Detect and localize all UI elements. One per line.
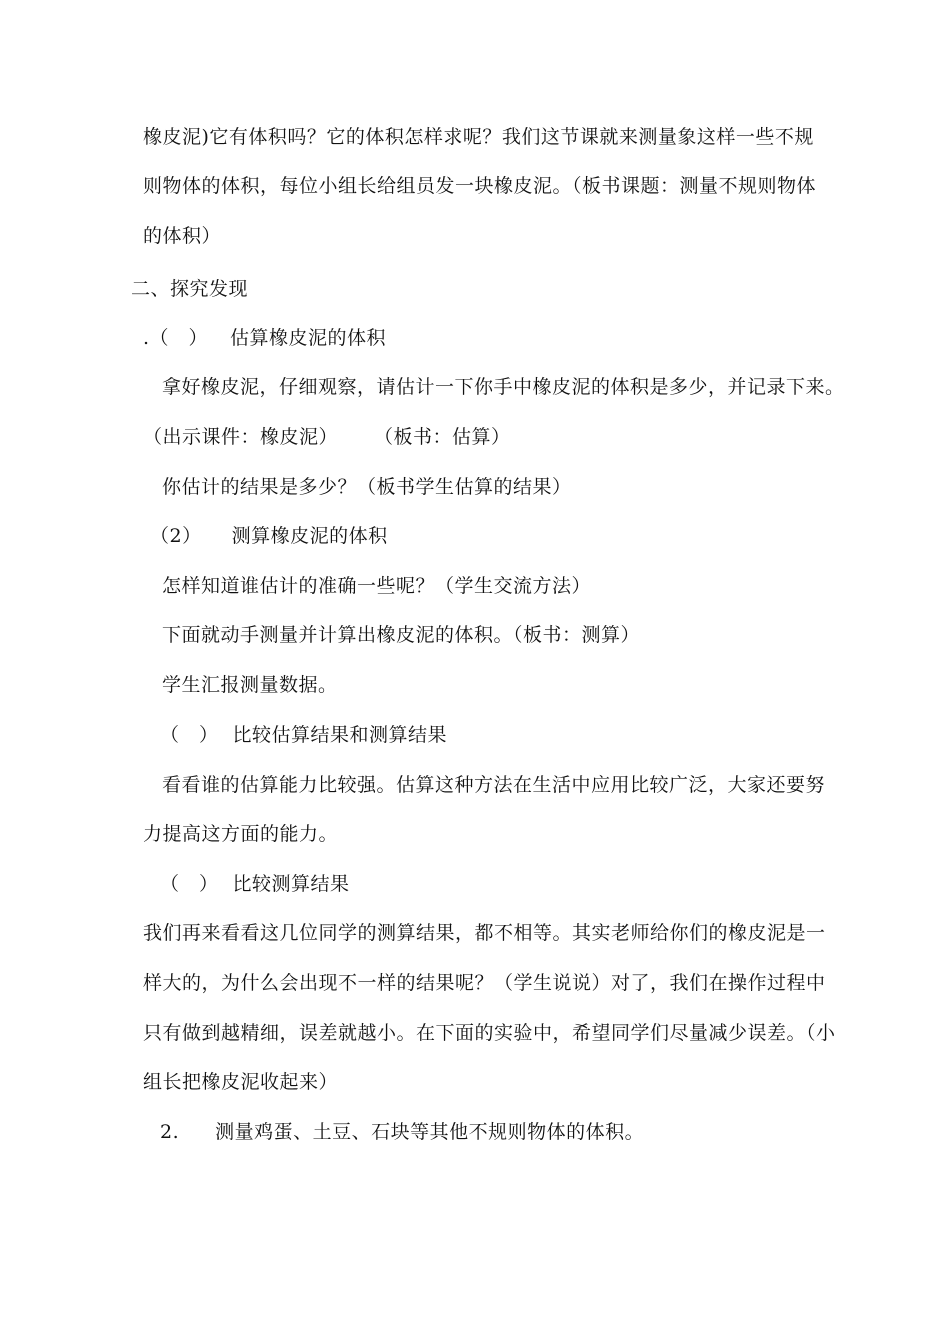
item-marker: 2. bbox=[160, 1121, 180, 1143]
inline-note: （出示课件：橡皮泥） bbox=[143, 426, 339, 448]
paragraph-line: 学生汇报测量数据。 bbox=[162, 674, 338, 696]
paragraph-line: 看看谁的估算能力比较强。估算这种方法在生活中应用比较广泛，大家还要努 bbox=[162, 774, 826, 796]
item-marker: （ ） bbox=[160, 873, 219, 895]
item-title: 估算橡皮泥的体积 bbox=[230, 327, 387, 349]
paragraph-line: 拿好橡皮泥，仔细观察，请估计一下你手中橡皮泥的体积是多少，并记录下来。 bbox=[162, 376, 845, 398]
paragraph-line: 组长把橡皮泥收起来） bbox=[143, 1071, 339, 1093]
paragraph-line: 我们再来看看这几位同学的测算结果，都不相等。其实老师给你们的橡皮泥是一 bbox=[143, 922, 826, 944]
item-marker: （2） bbox=[150, 525, 202, 547]
paragraph-line: 你估计的结果是多少？（板书学生估算的结果） bbox=[162, 476, 572, 498]
inline-note: （板书：估算） bbox=[374, 426, 511, 448]
paragraph-line: 则物体的体积，每位小组长给组员发一块橡皮泥。（板书课题：测量不规则物体 bbox=[143, 175, 817, 197]
paragraph-line: 样大的，为什么会出现不一样的结果呢？（学生说说）对了，我们在操作过程中 bbox=[143, 972, 826, 994]
paragraph-line: 怎样知道谁估计的准确一些呢？（学生交流方法） bbox=[162, 575, 592, 597]
item-heading bbox=[160, 722, 447, 748]
paragraph-line bbox=[143, 424, 511, 450]
item-heading bbox=[160, 1119, 644, 1145]
item-title: 测算橡皮泥的体积 bbox=[231, 525, 388, 547]
item-title: 比较测算结果 bbox=[232, 873, 350, 895]
item-heading bbox=[143, 325, 386, 351]
item-title: 测量鸡蛋、土豆、石块等其他不规则物体的体积。 bbox=[215, 1121, 645, 1143]
item-marker: .（ ） bbox=[143, 327, 209, 349]
section-heading: 二、探究发现 bbox=[131, 278, 249, 300]
paragraph-line: 只有做到越精细，误差就越小。在下面的实验中，希望同学们尽量减少误差。（小 bbox=[143, 1022, 836, 1044]
paragraph-line: 下面就动手测量并计算出橡皮泥的体积。（板书：测算） bbox=[162, 624, 641, 646]
paragraph-line: 力提高这方面的能力。 bbox=[143, 823, 339, 845]
item-title: 比较估算结果和测算结果 bbox=[232, 724, 448, 746]
item-marker: （ ） bbox=[160, 724, 219, 746]
paragraph-line: 的体积） bbox=[143, 225, 222, 247]
item-heading bbox=[160, 871, 350, 897]
paragraph-line: 橡皮泥)它有体积吗？它的体积怎样求呢？我们这节课就来测量象这样一些不规 bbox=[143, 126, 814, 148]
item-heading bbox=[150, 523, 388, 549]
